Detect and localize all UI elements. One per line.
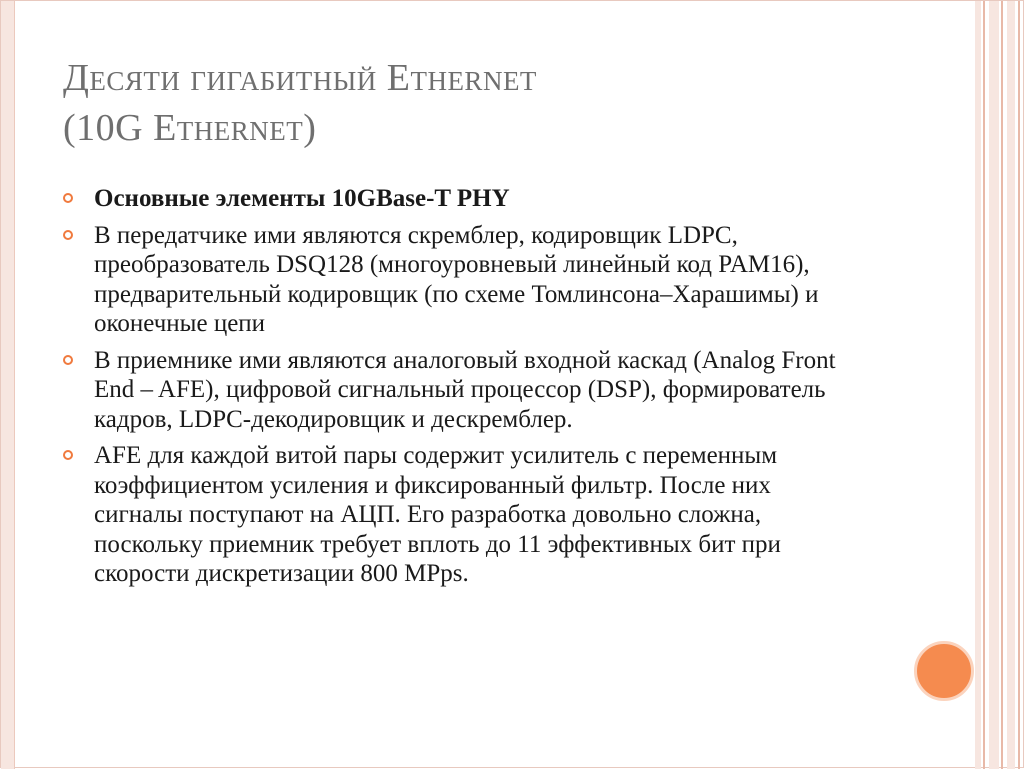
bullet-text: AFE для каждой витой пары содержит усилитель с переменным коэффициентом усиления и фиксированный фильтр. После них сигналы поступают на АЦП. Его разработка довольно сложна, поскольку приемник требует вплоть до 11 эффективных бит при скорости дискретизации 800 MPps. xyxy=(94,442,781,587)
bullet-item xyxy=(63,221,863,339)
stripe xyxy=(975,1,981,769)
title-line-2: (10G Ethernet) xyxy=(63,107,317,149)
bullet-item xyxy=(63,184,863,214)
stripe xyxy=(1018,1,1020,769)
circle-bullet-icon xyxy=(63,193,73,203)
bullet-text: В передатчике ими являются скремблер, кодировщик LDPC, преобразователь DSQ128 (многоуровневый линейный код PAM16), предварительный кодировщик (по схеме Томлинсона–Харашимы) и оконечные цепи xyxy=(94,221,819,337)
title-line-1: Десяти гигабитный Ethernet xyxy=(63,57,537,99)
bullet-list xyxy=(63,184,863,596)
bullet-item xyxy=(63,346,863,435)
stripe xyxy=(983,1,985,769)
stripe xyxy=(1007,1,1015,769)
circle-bullet-icon xyxy=(63,355,73,365)
circle-bullet-icon xyxy=(63,450,73,460)
slide-title xyxy=(63,53,943,153)
circle-bullet-icon xyxy=(63,230,73,240)
left-decorative-stripe xyxy=(1,1,15,769)
bullet-text: Основные элементы 10GBase-T PHY xyxy=(94,185,510,212)
stripe xyxy=(989,1,999,769)
right-decorative-stripes xyxy=(975,1,1023,769)
orange-circle-decoration xyxy=(914,641,974,701)
bullet-text: В приемнике ими являются аналоговый входной каскад (Analog Front End – AFE), цифровой сигнальный процессор (DSP), формирователь кадров, LDPC-декодировщик и дескремблер. xyxy=(94,346,836,433)
bullet-item xyxy=(63,441,863,589)
stripe xyxy=(1001,1,1003,769)
